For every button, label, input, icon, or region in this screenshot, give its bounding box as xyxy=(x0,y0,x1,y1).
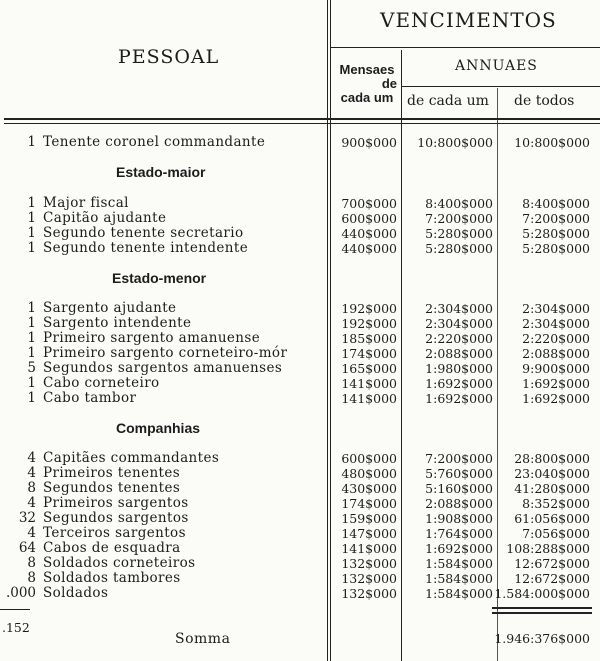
row-monthly: 141$000 xyxy=(341,376,397,391)
row-label: Primeiros sargentos xyxy=(43,495,189,511)
table-row xyxy=(0,226,600,241)
row-monthly: 132$000 xyxy=(341,586,397,601)
row-qty: 1 xyxy=(27,210,36,226)
mensaes-line-2: de xyxy=(381,76,397,91)
section-title: Estado-menor xyxy=(112,270,207,286)
row-label: Primeiro sargento amanuense xyxy=(43,330,261,346)
mensaes-line-3: cada um xyxy=(340,90,394,105)
row-annual-all: 41:280$000 xyxy=(514,481,590,496)
row-qty: 32 xyxy=(18,510,36,526)
row-qty: 1 xyxy=(27,375,36,391)
pessoal-heading: PESSOAL xyxy=(118,46,220,68)
row-label: Capitão ajudante xyxy=(43,210,167,226)
row-label: Segundos tenentes xyxy=(43,480,181,496)
row-annual-all: 23:040$000 xyxy=(514,466,590,481)
row-label: Primeiro sargento corneteiro-mór xyxy=(43,345,288,361)
header-rule-vencimentos xyxy=(330,47,600,48)
row-annual-all: 61:056$000 xyxy=(514,511,590,526)
row-qty: 4 xyxy=(27,465,36,481)
row-monthly: 600$000 xyxy=(341,451,397,466)
annuaes-heading: ANNUAES xyxy=(455,58,538,74)
row-annual-each: 1:692$000 xyxy=(425,391,493,406)
row-monthly: 174$000 xyxy=(341,346,397,361)
row-qty: 1 xyxy=(27,225,36,241)
row-annual-each: 2:304$000 xyxy=(425,316,493,331)
row-annual-all: 5:280$000 xyxy=(522,226,590,241)
table-row xyxy=(0,376,600,391)
row-annual-each: 1:584$000 xyxy=(425,571,493,586)
row-annual-all: 108:288$000 xyxy=(506,541,590,556)
row-monthly: 174$000 xyxy=(341,496,397,511)
row-qty: 1 xyxy=(27,195,36,211)
row-annual-all: 10:800$000 xyxy=(514,135,590,150)
row-qty: 1 xyxy=(27,240,36,256)
row-monthly: 192$000 xyxy=(341,301,397,316)
total-value: 1.946:376$000 xyxy=(494,631,590,646)
mensaes-line-1: Mensaes xyxy=(339,62,395,77)
row-annual-each: 1:764$000 xyxy=(425,526,493,541)
header-rule-bottom-1 xyxy=(4,118,600,120)
row-label: Cabos de esquadra xyxy=(43,540,181,556)
row-annual-each: 5:280$000 xyxy=(425,241,493,256)
row-label: Terceiros sargentos xyxy=(43,525,186,541)
row-annual-all: 28:800$000 xyxy=(514,451,590,466)
row-monthly: 141$000 xyxy=(341,541,397,556)
row-annual-all: 1:692$000 xyxy=(522,391,590,406)
row-monthly: 185$000 xyxy=(341,331,397,346)
row-annual-each: 5:760$000 xyxy=(425,466,493,481)
table-row xyxy=(0,241,600,256)
personnel-count: .152 xyxy=(2,620,30,635)
row-annual-each: 2:304$000 xyxy=(425,301,493,316)
row-annual-each: 7:200$000 xyxy=(425,211,493,226)
row-annual-all: 2:304$000 xyxy=(522,316,590,331)
col-header-todos: de todos xyxy=(514,93,575,109)
row-annual-each: 2:220$000 xyxy=(425,331,493,346)
row-monthly: 159$000 xyxy=(341,511,397,526)
row-monthly: 141$000 xyxy=(341,391,397,406)
table-row xyxy=(0,481,600,496)
table-row xyxy=(0,391,600,406)
row-qty: .000 xyxy=(5,585,36,601)
row-annual-each: 1:692$000 xyxy=(425,541,493,556)
row-annual-all: 9:900$000 xyxy=(522,361,590,376)
vencimentos-heading: VENCIMENTOS xyxy=(380,8,557,32)
count-rule xyxy=(0,609,30,610)
row-monthly: 900$000 xyxy=(341,135,397,150)
row-monthly: 132$000 xyxy=(341,571,397,586)
table-row xyxy=(0,211,600,226)
mensaes-heading xyxy=(333,63,401,105)
row-monthly: 440$000 xyxy=(341,226,397,241)
table-row xyxy=(0,556,600,571)
table-row xyxy=(0,316,600,331)
row-annual-each: 10:800$000 xyxy=(417,135,493,150)
total-label: Somma xyxy=(175,631,231,647)
table-row xyxy=(0,301,600,316)
row-label: Segundos sargentos amanuenses xyxy=(43,360,283,376)
row-annual-each: 5:280$000 xyxy=(425,226,493,241)
section-title: Estado-maior xyxy=(116,164,206,180)
row-monthly: 430$000 xyxy=(341,481,397,496)
header-rule-bottom-2 xyxy=(4,123,600,124)
row-annual-all: 1:692$000 xyxy=(522,376,590,391)
row-label: Sargento intendente xyxy=(43,315,192,331)
table-row xyxy=(0,586,600,601)
row-annual-all: 8:352$000 xyxy=(522,496,590,511)
row-monthly: 192$000 xyxy=(341,316,397,331)
row-label: Major fiscal xyxy=(43,195,129,211)
row-label: Sargento ajudante xyxy=(43,300,177,316)
row-annual-all: 2:220$000 xyxy=(522,331,590,346)
row-label: Soldados corneteiros xyxy=(43,555,196,571)
table-row xyxy=(0,526,600,541)
row-annual-all: 2:088$000 xyxy=(522,346,590,361)
row-label: Cabo corneteiro xyxy=(43,375,160,391)
row-annual-all: 8:400$000 xyxy=(522,196,590,211)
table-row xyxy=(0,541,600,556)
row-qty: 1 xyxy=(27,390,36,406)
row-monthly: 600$000 xyxy=(341,211,397,226)
col-header-cada-um: de cada um xyxy=(407,93,489,109)
row-annual-each: 8:400$000 xyxy=(425,196,493,211)
table-row xyxy=(0,466,600,481)
row-label: Segundo tenente intendente xyxy=(43,240,249,256)
row-annual-each: 2:088$000 xyxy=(425,346,493,361)
row-label: Segundos sargentos xyxy=(43,510,189,526)
table-row xyxy=(0,346,600,361)
header-rule-annuaes xyxy=(401,86,600,87)
row-monthly: 147$000 xyxy=(341,526,397,541)
row-label: Segundo tenente secretario xyxy=(43,225,244,241)
row-label: Soldados tambores xyxy=(43,570,181,586)
row-label: Primeiros tenentes xyxy=(43,465,181,481)
row-qty: 1 xyxy=(27,315,36,331)
row-annual-all: 7:200$000 xyxy=(522,211,590,226)
row-monthly: 440$000 xyxy=(341,241,397,256)
table-row xyxy=(0,511,600,526)
row-monthly: 132$000 xyxy=(341,556,397,571)
row-qty: 1 xyxy=(27,134,36,150)
row-qty: 4 xyxy=(27,450,36,466)
row-annual-each: 1:584$000 xyxy=(425,556,493,571)
row-annual-each: 1:692$000 xyxy=(425,376,493,391)
row-qty: 1 xyxy=(27,345,36,361)
table-row xyxy=(0,196,600,211)
row-annual-all: 2:304$000 xyxy=(522,301,590,316)
row-qty: 1 xyxy=(27,300,36,316)
row-label: Soldados xyxy=(43,585,109,601)
row-annual-each: 1:980$000 xyxy=(425,361,493,376)
row-monthly: 480$000 xyxy=(341,466,397,481)
table-row xyxy=(0,496,600,511)
row-annual-each: 5:160$000 xyxy=(425,481,493,496)
row-qty: 8 xyxy=(27,570,36,586)
row-annual-all: 12:672$000 xyxy=(514,556,590,571)
row-annual-all: 7:056$000 xyxy=(522,526,590,541)
row-qty: 64 xyxy=(18,540,36,556)
row-monthly: 700$000 xyxy=(341,196,397,211)
row-annual-all: 12:672$000 xyxy=(514,571,590,586)
total-rule-1 xyxy=(492,607,592,609)
row-annual-each: 1:908$000 xyxy=(425,511,493,526)
table-row xyxy=(0,135,600,150)
table-row xyxy=(0,361,600,376)
row-qty: 4 xyxy=(27,525,36,541)
row-annual-all: 1.584:000$000 xyxy=(494,586,590,601)
row-annual-each: 1:584$000 xyxy=(425,586,493,601)
row-annual-each: 7:200$000 xyxy=(425,451,493,466)
row-qty: 4 xyxy=(27,495,36,511)
row-annual-each: 2:088$000 xyxy=(425,496,493,511)
row-monthly: 165$000 xyxy=(341,361,397,376)
table-row xyxy=(0,331,600,346)
table-row xyxy=(0,451,600,466)
row-qty: 1 xyxy=(27,330,36,346)
row-qty: 8 xyxy=(27,480,36,496)
row-label: Tenente coronel commandante xyxy=(43,134,266,150)
row-label: Cabo tambor xyxy=(43,390,137,406)
row-annual-all: 5:280$000 xyxy=(522,241,590,256)
row-qty: 5 xyxy=(27,360,36,376)
table-row xyxy=(0,571,600,586)
total-rule-2 xyxy=(492,612,592,614)
row-qty: 8 xyxy=(27,555,36,571)
row-label: Capitães commandantes xyxy=(43,450,220,466)
section-title: Companhias xyxy=(116,420,201,436)
